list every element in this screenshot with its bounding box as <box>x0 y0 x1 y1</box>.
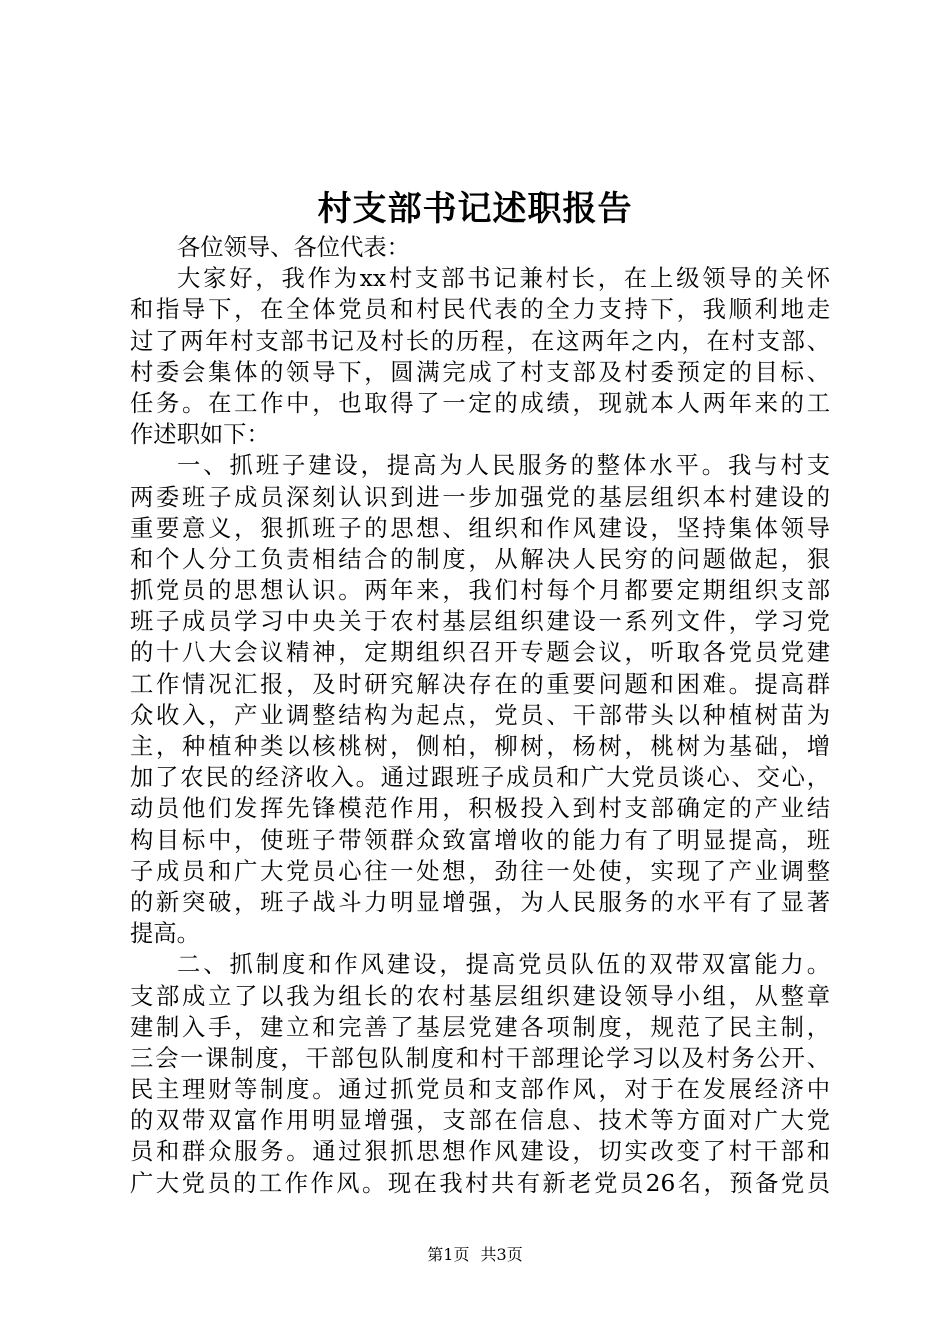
text-line: 大家好，我作为xx村支部书记兼村长，在上级领导的关怀 <box>177 265 830 293</box>
text-line: 支部成立了以我为组长的农村基层组织建设领导小组，从整章 <box>130 982 830 1010</box>
text-line: 作述职如下： <box>130 421 270 449</box>
text-line: 提高。 <box>130 920 200 948</box>
text-line: 的双带双富作用明显增强，支部在信息、技术等方面对广大党 <box>130 1107 830 1135</box>
text-line: 建制入手，建立和完善了基层党建各项制度，规范了民主制， <box>130 1013 830 1041</box>
document-title: 村支部书记述职报告 <box>317 189 633 229</box>
text-line: 任务。在工作中，也取得了一定的成绩，现就本人两年来的工 <box>130 389 830 417</box>
text-line: 的新突破，班子战斗力明显增强，为人民服务的水平有了显著 <box>130 888 830 916</box>
text-line: 和个人分工负责相结合的制度，从解决人民穷的问题做起，狠 <box>130 545 830 573</box>
text-line: 三会一课制度，干部包队制度和村干部理论学习以及村务公开、 <box>130 1044 830 1072</box>
text-line: 抓党员的思想认识。两年来，我们村每个月都要定期组织支部 <box>130 577 830 605</box>
text-line: 重要意义，狠抓班子的思想、组织和作风建设，坚持集体领导 <box>130 514 830 542</box>
document-body <box>130 232 830 1199</box>
text-line: 和指导下，在全体党员和村民代表的全力支持下，我顺利地走 <box>130 296 830 324</box>
text-line: 子成员和广大党员心往一处想，劲往一处使，实现了产业调整 <box>130 857 830 885</box>
text-line: 过了两年村支部书记及村长的历程，在这两年之内，在村支部、 <box>130 327 830 355</box>
text-line: 班子成员学习中央关于农村基层组织建设一系列文件，学习党 <box>130 608 830 636</box>
text-line: 构目标中，使班子带领群众致富增收的能力有了明显提高，班 <box>130 826 830 854</box>
text-line: 各位领导、各位代表： <box>177 234 410 261</box>
text-line: 两委班子成员深刻认识到进一步加强党的基层组织本村建设的 <box>130 483 830 511</box>
text-line: 动员他们发挥先锋模范作用，积极投入到村支部确定的产业结 <box>130 795 830 823</box>
text-line: 工作情况汇报，及时研究解决存在的重要问题和困难。提高群 <box>130 670 830 698</box>
page-total: 共3页 <box>480 1245 523 1264</box>
text-line: 众收入，产业调整结构为起点，党员、干部带头以种植树苗为 <box>130 701 830 729</box>
page-footer <box>0 1245 950 1265</box>
text-line: 二、抓制度和作风建设，提高党员队伍的双带双富能力。 <box>177 951 830 979</box>
text-line: 一、抓班子建设，提高为人民服务的整体水平。我与村支 <box>177 452 830 480</box>
text-line: 的十八大会议精神，定期组织召开专题会议，听取各党员党建 <box>130 639 830 667</box>
text-line: 员和群众服务。通过狠抓思想作风建设，切实改变了村干部和 <box>130 1138 830 1166</box>
text-line: 加了农民的经济收入。通过跟班子成员和广大党员谈心、交心， <box>130 764 830 792</box>
text-line: 主，种植种类以核桃树，侧柏，柳树，杨树，桃树为基础，增 <box>130 733 830 760</box>
text-line: 民主理财等制度。通过抓党员和支部作风，对于在发展经济中 <box>130 1076 830 1104</box>
page-number: 第1页 <box>427 1245 470 1264</box>
text-line: 村委会集体的领导下，圆满完成了村支部及村委预定的目标、 <box>130 358 830 386</box>
text-line: 广大党员的工作作风。现在我村共有新老党员26名，预备党员 <box>130 1169 830 1197</box>
